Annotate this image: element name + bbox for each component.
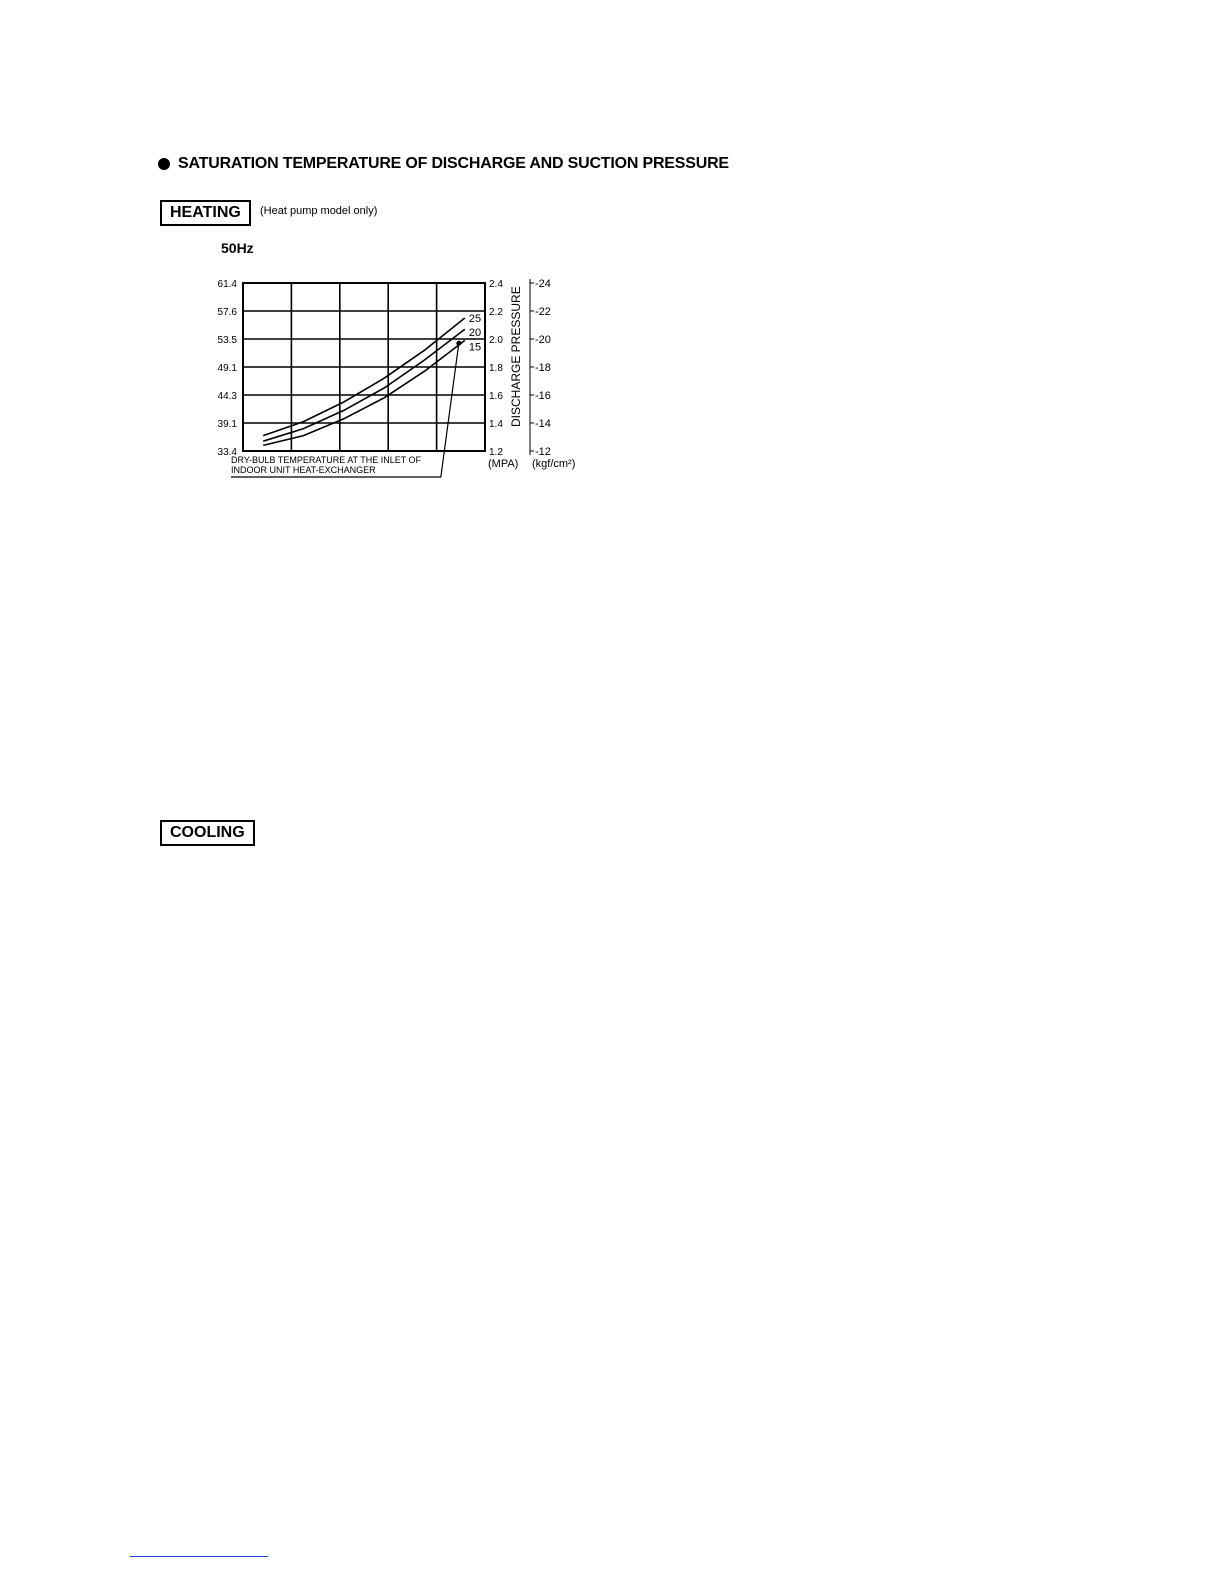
mpa-tick-label: 2.2 bbox=[489, 307, 503, 318]
heating-section-label: HEATING bbox=[160, 200, 251, 226]
left-tick-label: 53.5 bbox=[217, 335, 237, 346]
mpa-tick-label: 1.2 bbox=[489, 447, 503, 458]
cooling-section-label: COOLING bbox=[160, 820, 255, 846]
mpa-tick-label: 1.6 bbox=[489, 391, 503, 402]
kgf-tick-label: -16 bbox=[535, 390, 551, 402]
annotation-line1: DRY-BULB TEMPERATURE AT THE INLET OF bbox=[231, 455, 422, 465]
chart-0-top-panel bbox=[218, 278, 576, 477]
page-title-text: SATURATION TEMPERATURE OF DISCHARGE AND SUCTION PRESSURE bbox=[178, 155, 729, 172]
left-tick-label: 57.6 bbox=[217, 307, 237, 318]
left-tick-label: 39.1 bbox=[217, 419, 237, 430]
mpa-tick-label: 2.4 bbox=[489, 279, 503, 290]
right-axis-label: DISCHARGE PRESSURE bbox=[509, 286, 523, 427]
kgf-tick-label: -24 bbox=[535, 278, 551, 290]
mpa-tick-label: 1.8 bbox=[489, 363, 503, 374]
mpa-tick-label: 2.0 bbox=[489, 335, 503, 346]
series-line-15 bbox=[263, 340, 465, 445]
heating-section-note: (Heat pump model only) bbox=[260, 205, 378, 217]
series-label-20: 20 bbox=[468, 327, 482, 340]
left-tick-label: 33.4 bbox=[217, 447, 237, 458]
footer-link-line bbox=[130, 1556, 268, 1557]
left-tick-label: 44.3 bbox=[217, 391, 237, 402]
annotation-line2: INDOOR UNIT HEAT-EXCHANGER bbox=[231, 465, 376, 475]
chart-title: 50Hz bbox=[221, 240, 254, 256]
annotation-arrowhead bbox=[456, 341, 461, 346]
left-tick-label: 61.4 bbox=[217, 279, 237, 290]
series-label-15: 15 bbox=[468, 341, 482, 354]
kgf-tick-label: -22 bbox=[535, 306, 551, 318]
mpa-unit-label: (MPA) bbox=[488, 458, 519, 470]
kgf-tick-label: -14 bbox=[535, 418, 551, 430]
kgf-tick-label: -18 bbox=[535, 362, 551, 374]
kgf-unit-label: (kgf/cm²) bbox=[532, 458, 576, 470]
series-line-25 bbox=[263, 318, 465, 436]
left-tick-label: 49.1 bbox=[217, 363, 237, 374]
mpa-tick-label: 1.4 bbox=[489, 419, 503, 430]
series-label-25: 25 bbox=[468, 313, 482, 325]
kgf-tick-label: -12 bbox=[535, 446, 551, 458]
kgf-tick-label: -20 bbox=[535, 334, 551, 346]
